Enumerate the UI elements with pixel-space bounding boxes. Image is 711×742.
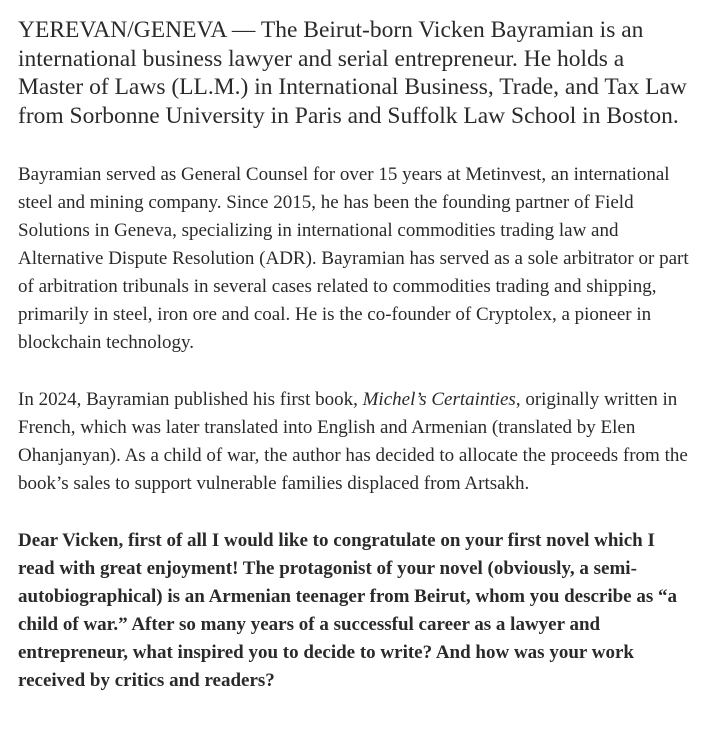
lede-paragraph: YEREVAN/GENEVA — The Beirut-born Vicken Bayramian is an international business lawyer and serial entrepreneur. He holds a Master of Laws (LL.M.) in International Business, Trade, and Tax Law from Sorbonne University in Paris and Suffolk Law School in Boston. <box>18 17 687 129</box>
interview-question: Dear Vicken, first of all I would like to congratulate on your first novel which I read with great enjoyment! The protagonist of your novel (obviously, a semi-autobiographical) is an Armenian teenager from Beirut, whom you describe as “a child of war.” After so many years of a successful career as a lawyer and entrepreneur, what inspired you to decide to write? And how was your work received by critics and readers? <box>18 530 677 691</box>
book-title: Michel’s Certainties <box>362 389 516 410</box>
book-paragraph-intro: In 2024, Bayramian published his first book, <box>18 389 363 410</box>
book-paragraph <box>18 386 693 498</box>
bio-paragraph: Bayramian served as General Counsel for over 15 years at Metinvest, an international steel and mining company. Since 2015, he has been the founding partner of Field Solutions in Geneva, specializing in international commodities trading law and Alternative Dispute Resolution (ADR). Bayramian has served as a sole arbitrator or part of arbitration tribunals in several cases related to commodities trading and shipping, primarily in steel, iron ore and coal. He is the co-founder of Cryptolex, a pioneer in blockchain technology. <box>18 164 689 353</box>
book-paragraph-rest: , originally written in French, which was later translated into English and Armenian (translated by Elen Ohanjanyan). As a child of war, the author has decided to allocate the proceeds from the book’s sales to support vulnerable families displaced from Artsakh. <box>18 389 688 494</box>
